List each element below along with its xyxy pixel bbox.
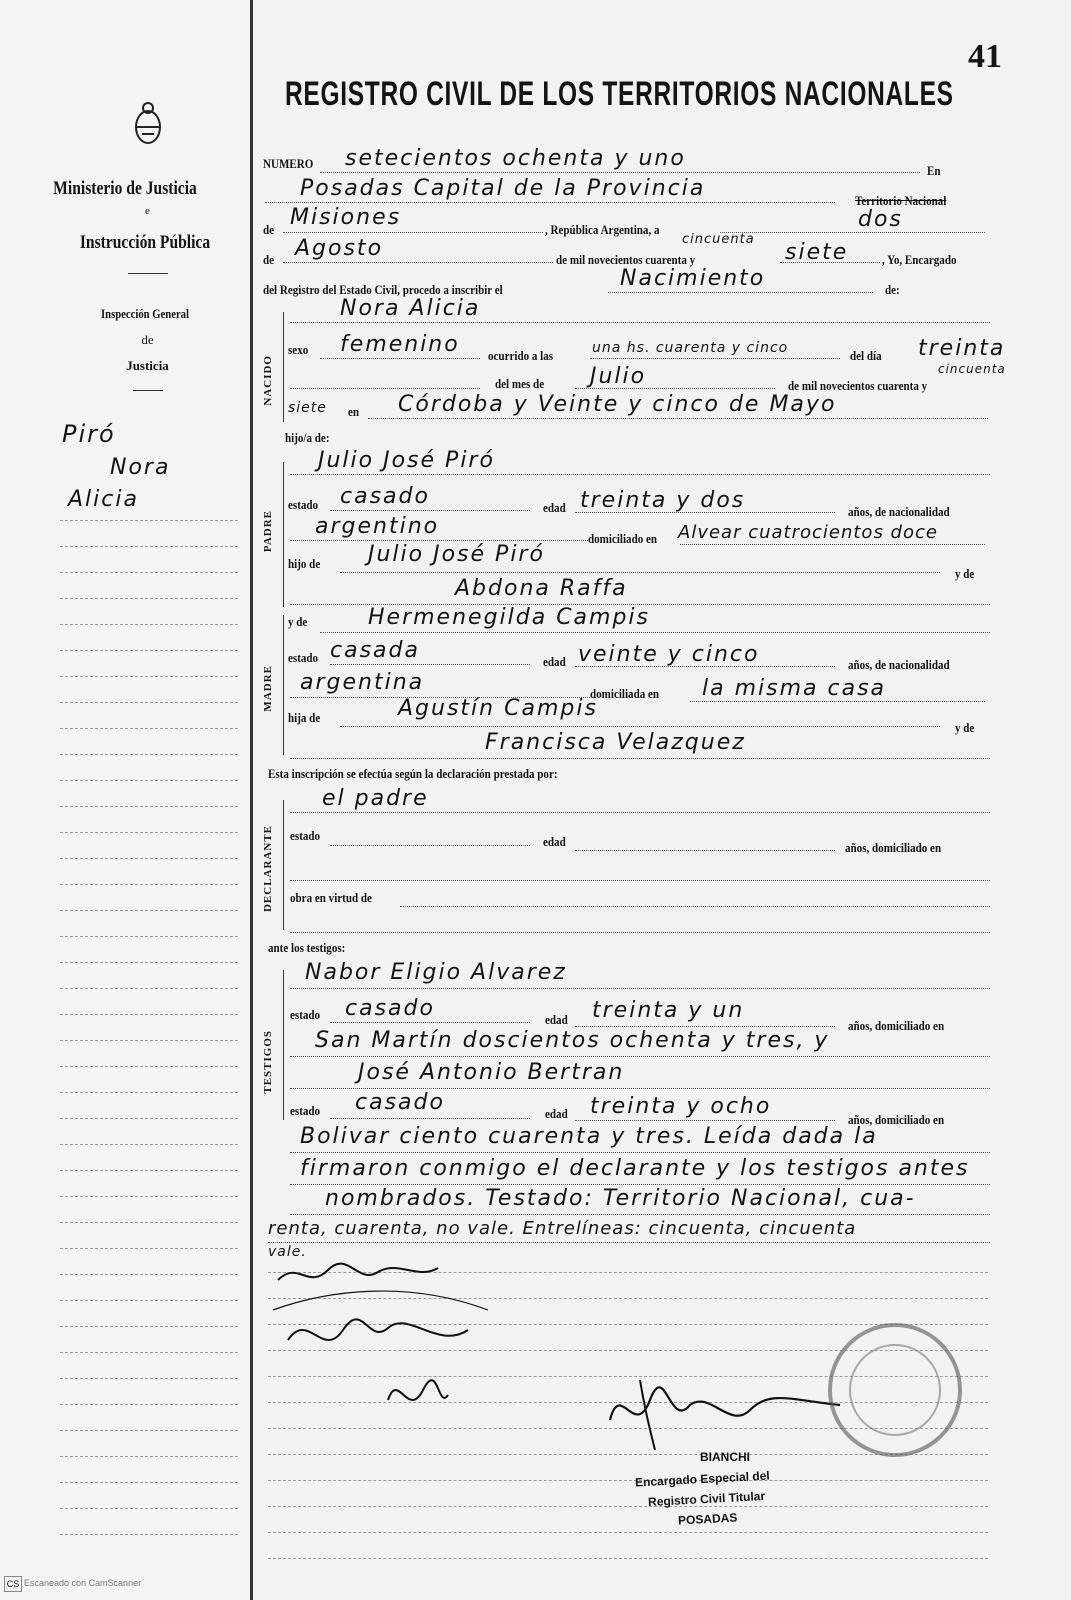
- sidebar-rule: [60, 1508, 238, 1509]
- birth-year-value: siete: [288, 400, 327, 416]
- witness2-edad-line: [575, 1120, 835, 1121]
- sidebar-rule: [60, 1300, 238, 1301]
- sidebar-rule: [60, 1482, 238, 1483]
- father-name-line: [290, 474, 990, 475]
- declarante-section-label: DECLARANTE: [262, 825, 274, 913]
- year-insert: cincuenta: [682, 232, 755, 247]
- mother-father-line: [340, 726, 940, 727]
- sidebar-rule: [60, 1066, 238, 1067]
- witness2-dom-line: [290, 1152, 990, 1153]
- father-edad: treinta y dos: [580, 488, 746, 513]
- sidebar-rule: [60, 754, 238, 755]
- birth-place: Córdoba y Veinte y cinco de Mayo: [398, 392, 837, 417]
- birth-month: Julio: [590, 364, 647, 389]
- father-dom: Alvear cuatrocientos doce: [678, 522, 938, 543]
- birth-day: treinta: [918, 336, 1006, 361]
- father-y-de-label: y de: [955, 566, 975, 581]
- father-father: Julio José Piró: [368, 542, 545, 567]
- margin-middle-name: Alicia: [68, 487, 139, 512]
- month-line: [283, 262, 553, 263]
- witness1-dom: San Martín doscientos ochenta y tres, y: [315, 1028, 830, 1053]
- sidebar-divider: [128, 273, 168, 274]
- scanner-badge: CS: [4, 1576, 22, 1592]
- margin-surname: Piró: [62, 420, 116, 448]
- obra-label: obra en virtud de: [290, 890, 372, 905]
- father-edad-line: [575, 512, 835, 513]
- witness2-estado-line: [330, 1118, 530, 1119]
- witness1-edad-line: [575, 1026, 835, 1027]
- witness1-dom-line: [290, 1056, 990, 1057]
- father-nac-line: [290, 540, 590, 541]
- birth-year-insert: cincuenta: [938, 362, 1006, 376]
- declarante-bracket: [283, 800, 284, 930]
- registro-label: del Registro del Estado Civil, procedo a inscribir el: [263, 282, 503, 297]
- witness2-estado: casado: [355, 1090, 445, 1115]
- mother-name-line: [320, 632, 990, 633]
- del-dia-label: del día: [850, 348, 882, 363]
- mother-mother: Francisca Velazquez: [485, 730, 746, 755]
- child-name-line: [290, 322, 990, 323]
- mother-dom-label: domiciliada en: [590, 686, 660, 701]
- city-line: [265, 202, 835, 203]
- stamp-line-3: Registro Civil Titular: [647, 1488, 766, 1510]
- city-value: Posadas Capital de la Provincia: [300, 176, 706, 201]
- mother-dom: la misma casa: [702, 676, 887, 701]
- sidebar-rule: [60, 1404, 238, 1405]
- nacido-section-label: NACIDO: [262, 355, 274, 406]
- witness2-edad-label: edad: [545, 1106, 568, 1121]
- declarante-dom-line: [290, 880, 990, 881]
- main-rule: [268, 1506, 988, 1507]
- ministry-line-3: Instrucción Pública: [79, 232, 211, 253]
- witness1-name: Nabor Eligio Alvarez: [305, 960, 567, 985]
- obra-line-2: [290, 932, 990, 933]
- sidebar-rule: [60, 728, 238, 729]
- sidebar-rule: [60, 1118, 238, 1119]
- sidebar-rule: [60, 806, 238, 807]
- sidebar-rule: [60, 780, 238, 781]
- witness2-anos-label: años, domiciliado en: [848, 1112, 945, 1127]
- mother-estado: casada: [330, 638, 420, 663]
- testigos-label: ante los testigos:: [268, 940, 346, 955]
- father-hijo-de-label: hijo de: [288, 556, 321, 571]
- witness2-estado-label: estado: [290, 1103, 321, 1118]
- sidebar-rule: [60, 1222, 238, 1223]
- sidebar-rule: [60, 910, 238, 911]
- padre-bracket: [283, 462, 284, 607]
- sidebar-rule: [60, 546, 238, 547]
- mother-y-de-label-2: y de: [955, 720, 975, 735]
- hour-line: [590, 358, 840, 359]
- mother-anos-label: años, de nacionalidad: [848, 657, 950, 672]
- inspection-line-1: Inspección General: [101, 306, 189, 321]
- coat-of-arms-icon: [128, 100, 168, 148]
- del-mes-label: del mes de: [495, 376, 545, 391]
- stamp-line-1: BIANCHI: [700, 1450, 750, 1464]
- month-value: Agosto: [295, 236, 384, 261]
- sidebar-rule: [60, 1196, 238, 1197]
- declarante-anos-label: años, domiciliado en: [845, 840, 942, 855]
- father-father-line: [340, 572, 940, 573]
- ministry-line-2: e: [145, 205, 150, 217]
- mother-edad: veinte y cinco: [578, 642, 760, 667]
- act-type: Nacimiento: [620, 266, 766, 291]
- witness1-edad: treinta y un: [592, 998, 745, 1023]
- nacido-bracket: [283, 312, 284, 422]
- mother-nac: argentina: [300, 670, 425, 695]
- father-edad-label: edad: [543, 500, 566, 515]
- witness1-name-line: [290, 988, 990, 989]
- mother-father: Agustín Campis: [398, 696, 598, 721]
- father-dom-line: [680, 544, 985, 545]
- del-mes-line-b: [575, 388, 775, 389]
- closing-rule-3: [268, 1242, 990, 1243]
- closing-line-4: vale.: [268, 1244, 307, 1260]
- sidebar-rule: [60, 676, 238, 677]
- declarante-estado-label: estado: [290, 828, 321, 843]
- closing-rule-2: [290, 1214, 990, 1215]
- en-label-2: en: [348, 404, 360, 419]
- mother-hija-de-label: hija de: [288, 710, 321, 725]
- round-seal-icon: [820, 1315, 970, 1465]
- numero-line: [320, 172, 920, 173]
- sidebar-rule: [60, 1534, 238, 1535]
- sidebar-rule: [60, 1144, 238, 1145]
- del-mes-line-a: [290, 388, 480, 389]
- sidebar-rule: [60, 1248, 238, 1249]
- witness2-edad: treinta y ocho: [590, 1094, 772, 1119]
- page-number: 41: [968, 38, 1002, 75]
- sidebar-rule: [60, 988, 238, 989]
- sidebar-rule: [60, 572, 238, 573]
- sidebar-rule: [60, 936, 238, 937]
- closing-line-3: renta, cuarenta, no vale. Entrelíneas: cincuenta, cincuenta: [268, 1218, 857, 1239]
- year-label: de mil novecientos cuarenta y: [556, 252, 696, 267]
- sidebar-rule: [60, 1092, 238, 1093]
- stamp-line-2: Encargado Especial del: [634, 1468, 770, 1490]
- declarante-estado-line: [330, 845, 530, 846]
- witness1-estado-label: estado: [290, 1007, 321, 1022]
- sexo-label: sexo: [288, 342, 309, 357]
- de-colon-label: de:: [885, 282, 900, 297]
- hour-value: una hs. cuarenta y cinco: [592, 340, 789, 356]
- sidebar-divider-2: [133, 390, 163, 391]
- sidebar-rule: [60, 598, 238, 599]
- father-estado: casado: [340, 484, 430, 509]
- province-value: Misiones: [290, 205, 402, 230]
- inspection-line-2: de: [141, 332, 154, 347]
- sidebar-rule: [60, 1456, 238, 1457]
- sidebar-rule: [60, 1378, 238, 1379]
- mother-edad-label: edad: [543, 654, 566, 669]
- mother-dom-line: [690, 701, 985, 702]
- inspection-line-3: Justicia: [126, 358, 169, 373]
- witness1-edad-label: edad: [545, 1012, 568, 1027]
- father-estado-line: [330, 510, 530, 511]
- sidebar-rule: [60, 1170, 238, 1171]
- witness2-name-line: [290, 1088, 990, 1089]
- ministry-line-1: Ministerio de Justicia: [53, 178, 197, 199]
- witness2-dom: Bolivar ciento cuarenta y tres. Leída dada la: [300, 1124, 878, 1149]
- main-rule: [268, 1558, 988, 1559]
- sidebar-rule: [60, 624, 238, 625]
- scanner-watermark: Escaneado con CamScanner: [24, 1578, 142, 1588]
- mother-y-de-label: y de: [288, 614, 308, 629]
- madre-bracket: [283, 615, 284, 755]
- en-label: En: [927, 163, 941, 178]
- province-line: [283, 232, 543, 233]
- child-name: Nora Alicia: [340, 296, 481, 321]
- father-nac: argentino: [315, 514, 440, 539]
- witness1-estado: casado: [345, 996, 435, 1021]
- obra-line: [400, 906, 990, 907]
- sidebar-rule: [60, 1274, 238, 1275]
- main-rule: [268, 1480, 988, 1481]
- day-line: [720, 232, 985, 233]
- de-label: de: [263, 222, 275, 237]
- father-mother: Abdona Raffa: [455, 576, 628, 601]
- republica-label: , República Argentina, a: [545, 222, 660, 237]
- sidebar-rule: [60, 1430, 238, 1431]
- father-anos-label: años, de nacionalidad: [848, 504, 950, 519]
- declarante-edad-line: [575, 850, 835, 851]
- numero-label: NUMERO: [263, 156, 314, 171]
- sidebar-rule: [60, 702, 238, 703]
- witness2-name: José Antonio Bertran: [358, 1060, 625, 1085]
- de-label-2: de: [263, 252, 275, 267]
- year-value: siete: [785, 240, 849, 265]
- sidebar-rule: [60, 1040, 238, 1041]
- mother-mother-line: [290, 758, 990, 759]
- mother-estado-label: estado: [288, 650, 319, 665]
- sidebar-rule: [60, 884, 238, 885]
- closing-line-2: nombrados. Testado: Territorio Nacional, cua-: [325, 1186, 916, 1211]
- father-dom-label: domiciliado en: [588, 531, 658, 546]
- birth-year-label: de mil novecientos cuarenta y: [788, 378, 928, 393]
- sidebar-rule: [60, 962, 238, 963]
- mother-estado-line: [330, 664, 530, 665]
- testigos-bracket: [283, 970, 284, 1120]
- page-title: REGISTRO CIVIL DE LOS TERRITORIOS NACIONALES: [285, 75, 954, 113]
- madre-section-label: MADRE: [262, 665, 274, 712]
- inscripcion-label: Esta inscripción se efectúa según la declaración prestada por:: [268, 766, 558, 781]
- closing-line-1: firmaron conmigo el declarante y los testigos antes: [300, 1156, 970, 1181]
- sexo-line: [320, 358, 480, 359]
- sidebar-rule: [60, 520, 238, 521]
- declarante-line: [290, 812, 990, 813]
- ocurrido-label: ocurrido a las: [488, 348, 554, 363]
- sidebar-rule: [60, 1352, 238, 1353]
- sidebar-rule: [60, 650, 238, 651]
- testigos-section-label: TESTIGOS: [262, 1030, 274, 1094]
- day-value: dos: [858, 207, 903, 232]
- hijo-label: hijo/a de:: [285, 430, 330, 445]
- sexo-value: femenino: [340, 332, 460, 357]
- padre-section-label: PADRE: [262, 510, 274, 553]
- yo-label: , Yo, Encargado: [882, 252, 957, 267]
- sidebar-rule: [60, 832, 238, 833]
- father-estado-label: estado: [288, 497, 319, 512]
- birth-place-line: [368, 418, 988, 419]
- main-rule: [268, 1532, 988, 1533]
- witness1-estado-line: [330, 1022, 530, 1023]
- declarante-edad-label: edad: [543, 834, 566, 849]
- numero-value: setecientos ochenta y uno: [345, 146, 686, 171]
- sidebar-rule: [60, 1326, 238, 1327]
- territorio-struck: Territorio Nacional: [855, 193, 947, 208]
- stamp-line-4: POSADAS: [677, 1510, 738, 1528]
- declarante-value: el padre: [322, 786, 429, 811]
- mother-name: Hermenegilda Campis: [368, 605, 651, 630]
- witness1-anos-label: años, domiciliado en: [848, 1018, 945, 1033]
- sidebar-rule: [60, 858, 238, 859]
- margin-first-name: Nora: [110, 455, 171, 480]
- signatures-left: [268, 1250, 528, 1450]
- sidebar-rule: [60, 1014, 238, 1015]
- closing-rule-1: [290, 1184, 990, 1185]
- father-name: Julio José Piró: [318, 448, 495, 473]
- mother-edad-line: [575, 666, 835, 667]
- year-line: [780, 262, 880, 263]
- act-line: [608, 292, 873, 293]
